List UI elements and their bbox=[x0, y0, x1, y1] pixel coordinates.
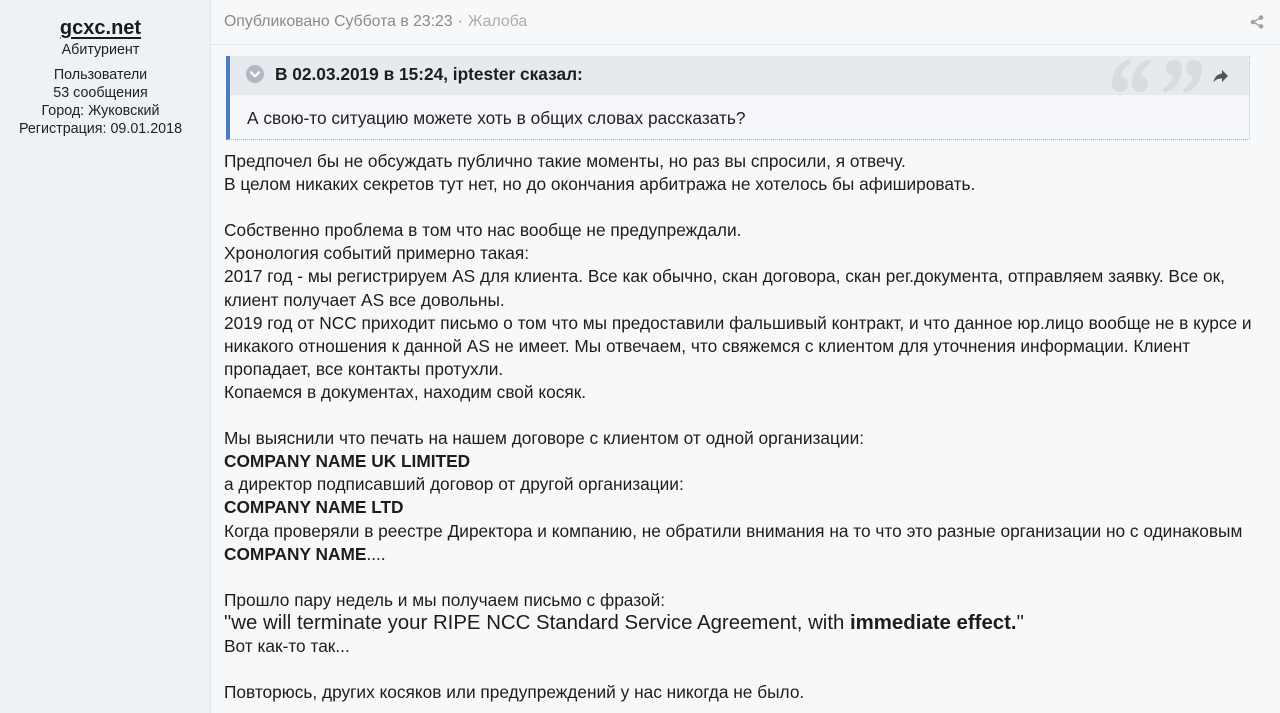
bold-text: COMPANY NAME LTD bbox=[224, 497, 404, 518]
user-registration-date: Регистрация: 09.01.2018 bbox=[18, 121, 183, 137]
username-link[interactable]: gcxc.net bbox=[59, 17, 142, 39]
body-line: а директор подписавший договор от другой организации: bbox=[224, 474, 684, 495]
quote-content: А свою-то ситуацию можете хоть в общих словах рассказать? bbox=[247, 108, 746, 128]
user-sidebar bbox=[0, 0, 211, 713]
body-line: Собственно проблема в том что нас вообще не предупреждали. bbox=[224, 220, 742, 241]
quote-attribution-link[interactable]: В 02.03.2019 в 15:24, iptester сказал: bbox=[275, 64, 583, 84]
attribution-meta bbox=[224, 12, 527, 32]
quote-block bbox=[226, 56, 1250, 140]
blank-line bbox=[224, 566, 1280, 589]
bold-text: immediate effect. bbox=[850, 611, 1017, 634]
body-line: Копаемся в документах, находим свой косяк. bbox=[224, 381, 587, 402]
user-group: Пользователи bbox=[53, 67, 148, 83]
message-main bbox=[211, 0, 1280, 713]
chevron-down-circle-icon[interactable] bbox=[246, 65, 264, 83]
blank-line bbox=[224, 404, 1280, 427]
body-line: пропадает, все контакты протухли. bbox=[224, 358, 504, 379]
share-icon[interactable] bbox=[1250, 15, 1264, 29]
reply-arrow-graphic bbox=[1213, 69, 1229, 83]
quote-marks-graphic bbox=[1108, 56, 1204, 96]
quoted-phrase-line bbox=[224, 612, 1280, 635]
body-line: Повторюсь, других косяков или предупреждений у нас никогда не было. bbox=[224, 682, 805, 703]
body-line: клиент получает AS все довольны. bbox=[224, 289, 505, 310]
body-line bbox=[224, 450, 1280, 473]
message-attribution bbox=[211, 0, 1280, 45]
user-extras bbox=[0, 66, 201, 138]
body-line: никакого отношения к данной AS не имеет. Мы отвечаем, что свяжемся с клиентом для уточнения информации. Клиент bbox=[224, 335, 1191, 356]
line-text: " bbox=[1016, 611, 1024, 634]
attribution-separator: · bbox=[457, 13, 463, 30]
bold-text: COMPANY NAME bbox=[224, 543, 367, 564]
body-line bbox=[224, 543, 1280, 566]
user-title: Абитуриент bbox=[61, 42, 140, 58]
user-city: Город: Жуковский bbox=[41, 103, 160, 119]
body-line: Когда проверяли в реестре Директора и компанию, не обратили внимания на то что это разные организации но с одинаковым bbox=[224, 520, 1243, 541]
body-line bbox=[224, 496, 1280, 519]
body-line: Прошло пару недель и мы получаем письмо с фразой: bbox=[224, 589, 666, 610]
message-body bbox=[224, 150, 1280, 704]
user-message-count: 53 сообщения bbox=[53, 85, 148, 101]
report-link[interactable]: Жалоба bbox=[467, 13, 528, 30]
blank-line bbox=[224, 196, 1280, 219]
body-line: В целом никаких секретов тут нет, но до окончания арбитража не хотелось бы афишировать. bbox=[224, 174, 976, 195]
post-date-link[interactable]: Опубликовано Суббота в 23:23 bbox=[224, 13, 453, 30]
line-text: "we will terminate your RIPE NCC Standard Service Agreement, with bbox=[224, 611, 850, 634]
bold-text: COMPANY NAME UK LIMITED bbox=[224, 451, 471, 472]
quote-header bbox=[230, 56, 1249, 95]
body-line: 2019 год от NCC приходит письмо о том что мы предоставили фальшивый контракт, и что данное юр.лицо вообще не в курсе и bbox=[224, 312, 1252, 333]
body-line: Предпочел бы не обсуждать публично такие моменты, но раз вы спросили, я отвечу. bbox=[224, 151, 906, 171]
line-text: .... bbox=[366, 543, 386, 564]
body-line: 2017 год - мы регистрируем AS для клиента. Все как обычно, скан договора, скан рег.документа, отправляем заявку. Все ок, bbox=[224, 266, 1225, 287]
body-line: Хронология событий примерно такая: bbox=[224, 243, 530, 264]
body-line: Мы выяснили что печать на нашем договоре с клиентом от одной организации: bbox=[224, 428, 865, 449]
blank-line bbox=[224, 658, 1280, 681]
share-icon-graphic bbox=[1250, 15, 1264, 29]
reply-arrow-icon[interactable] bbox=[1213, 69, 1229, 83]
body-line: Вот как-то так... bbox=[224, 635, 350, 656]
chevron-down-circle-graphic bbox=[246, 65, 264, 83]
quote-marks-icon bbox=[1108, 56, 1204, 96]
